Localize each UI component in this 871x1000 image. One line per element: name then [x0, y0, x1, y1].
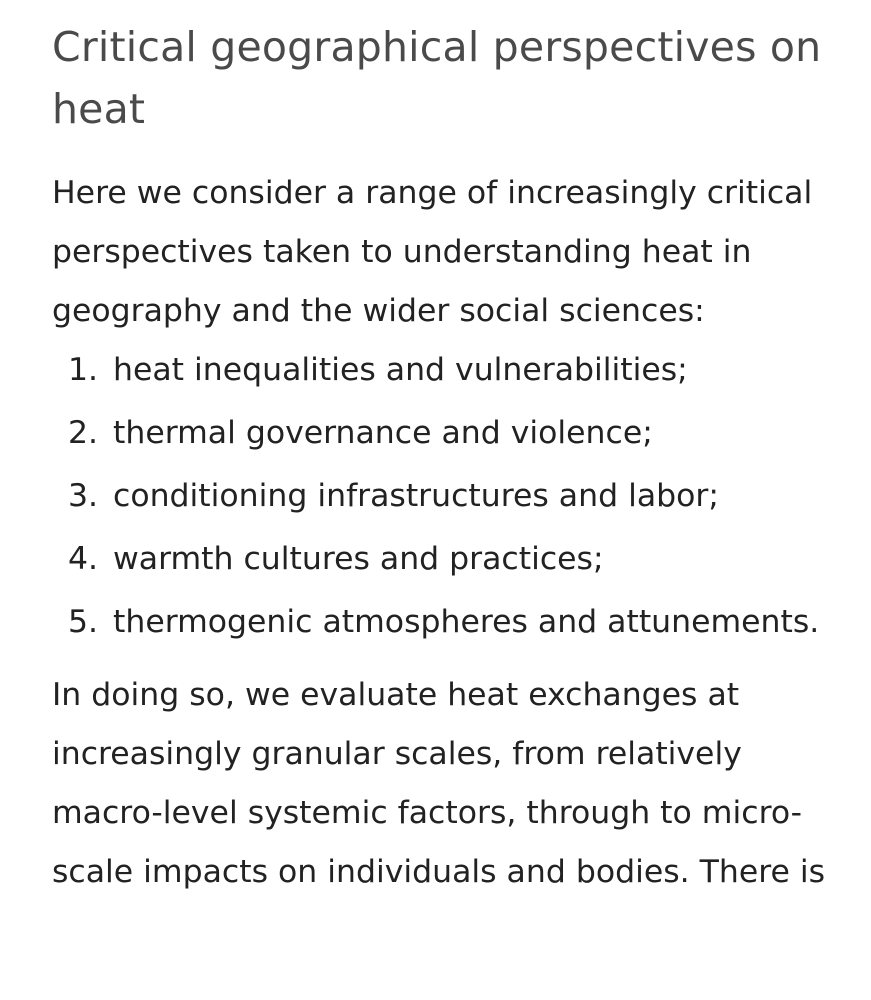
list-item: [52, 467, 842, 526]
list-number: 5.: [68, 604, 99, 640]
list-item-text: heat inequalities and vulnerabilities;: [113, 352, 688, 388]
list-number: 1.: [68, 352, 99, 388]
list-number: 3.: [68, 478, 99, 514]
list-item-text: conditioning infrastructures and labor;: [113, 478, 719, 514]
list-item: [52, 593, 842, 652]
perspectives-list: [52, 341, 842, 652]
followup-paragraph: In doing so, we evaluate heat exchanges at increasingly granular scales, from relatively macro-level systemic factors, through to micro-scale impacts on individuals and bodies. There is: [52, 677, 826, 890]
list-item-text: warmth cultures and practices;: [113, 541, 604, 577]
list-number: 2.: [68, 415, 99, 451]
intro-paragraph: Here we consider a range of increasingly critical perspectives taken to understanding heat in geography and the wider social sciences:: [52, 175, 813, 329]
list-item-text: thermal governance and violence;: [113, 415, 653, 451]
list-item-text: thermogenic atmospheres and attunements.: [113, 604, 820, 640]
list-item: [52, 530, 842, 589]
list-item: [52, 404, 842, 463]
list-item: [52, 341, 842, 400]
list-number: 4.: [68, 541, 99, 577]
section-heading: Critical geographical perspectives on heat: [52, 23, 822, 133]
article-body: [52, 16, 842, 902]
